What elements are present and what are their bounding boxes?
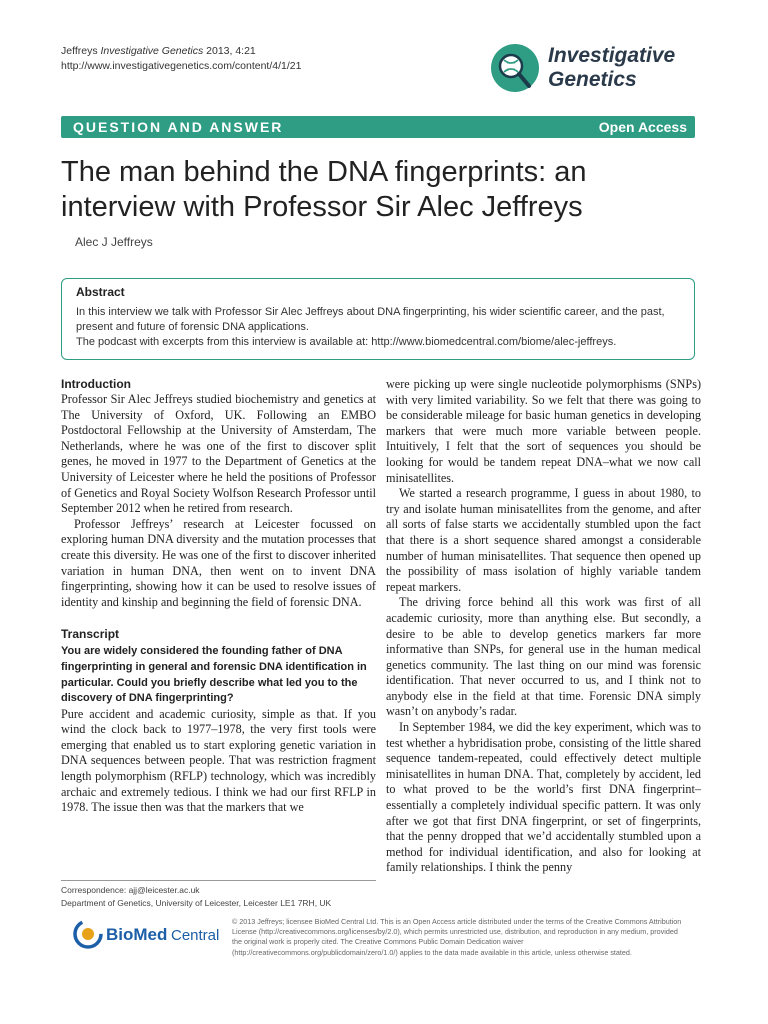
abstract-text: In this interview we talk with Professor Sir Alec Jeffreys about DNA fingerprinting, his wider scientific career, and the past, present and future of forensic DNA applications. <box>76 306 665 333</box>
article-title: The man behind the DNA fingerprints: an interview with Professor Sir Alec Jeffreys <box>61 156 587 223</box>
logo-line-1: Investigative <box>548 44 676 67</box>
correspondence-block <box>61 880 376 910</box>
introduction-heading: Introduction <box>61 377 131 391</box>
journal-logo[interactable] <box>489 42 541 103</box>
biomed-swirl-icon <box>75 921 101 947</box>
intro-paragraph-1: Professor Sir Alec Jeffreys studied biochemistry and genetics at The University of Oxford, UK. Following an EMBO Postdoctoral Fellowship at the University of Amsterdam, The Netherlands, where he was one of the first to discover split genes, he moved in 1977 to the Department of Genetics at the University of Leicester where he held the positions of Professor of Genetics and Royal Society Wolfson Research Professor until September 2012 when he retired from research. <box>61 392 376 516</box>
interview-question: You are widely considered the founding father of DNA fingerprinting in general and forensic DNA identification in particular. Could you briefly describe what led you to the discovery of DNA fingerprinting? <box>61 645 367 705</box>
citation-author: Jeffreys <box>61 45 101 57</box>
biomed-central-logo[interactable] <box>72 917 222 956</box>
citation-volume: 2013, 4:21 <box>203 45 256 57</box>
answer-paragraph-4: The driving force behind all this work was first of all academic curiosity, more than anything else. But secondly, a desire to be able to develop genetics markers far more informative than SNPs, for general use in the human medical genetics community. The last thing on our mind was forensic identification. That never occurred to us, and I think not to anybody else in the field at that time. Forensic DNA simply wasn’t on anybody’s radar. <box>386 595 701 719</box>
abstract-podcast-link[interactable]: The podcast with excerpts from this interview is available at: http://www.biomedcentral.com/biome/alec-jeffreys. <box>76 336 617 348</box>
open-access-badge: Open Access <box>598 119 687 135</box>
brand-biomed: BioMed <box>106 925 168 944</box>
brand-central: Central <box>171 927 220 944</box>
article-type-bar <box>61 116 695 138</box>
journal-logo-text <box>548 44 675 92</box>
citation-meta <box>61 44 301 74</box>
intro-paragraph-2: Professor Jeffreys’ research at Leicester focussed on exploring human DNA diversity and the mutation processes that create this diversity. He was one of the first to discover inherited variation in human DNA, then went on to invent DNA fingerprinting, showing how it can be used to resolve issues of identity and kinship and beginning the field of forensic DNA. <box>61 516 376 609</box>
license-text: © 2013 Jeffreys; licensee BioMed Central Ltd. This is an Open Access article distributed under the terms of the Creative Commons Attribution License (http://creativecommons.org/licenses/by/2.0), which permits unrestricted use, distribution, and reproduction in any medium, provided the original work is properly cited. The Creative Commons Public Domain Dedication waiver (http://creativecommons.org/publicdomain/zero/1.0/) applies to the data made available in this article, unless otherwise stated. <box>232 917 682 957</box>
right-column <box>386 377 701 876</box>
answer-paragraph-2: were picking up were single nucleotide polymorphisms (SNPs) with very limited variability. So we felt that there was going to be considerable mileage for basic human genetics in developing markers that were much more variable between people. Intuitively, I felt that the sort of sequences you should be looking for would be tandem repeat DNA–what we now call minisatellites. <box>386 377 701 485</box>
logo-line-2: Genetics <box>548 68 637 91</box>
abstract-box <box>61 278 695 360</box>
dna-magnifier-icon <box>489 42 541 98</box>
answer-paragraph-5: In September 1984, we did the key experiment, which was to test whether a hybridisation probe, consisting of the little shared sequence tandem-repeated, could effectively detect multiple minisatellites in human DNA. That, completely by accident, led to what proved to be the world’s first DNA fingerprint–essentially a completely individual specific pattern. It was only after we got that first DNA fingerprint, or set of fingerprints, that the penny dropped that we’d accidentally stumbled upon a method for individual identification, and also for looking at family relationships. I think the penny <box>386 720 701 875</box>
transcript-heading: Transcript <box>61 627 120 642</box>
affiliation: Department of Genetics, University of Leicester, Leicester LE1 7RH, UK <box>61 898 332 908</box>
answer-paragraph-3: We started a research programme, I guess in about 1980, to try and isolate human minisatellites from the genome, and after all sorts of false starts we accidentally stumbled upon the fact that there is a short sequence shared amongst a considerable number of human minisatellites. That sequence then opened up the possibility of mass isolation of highly variable tandem repeat markers. <box>386 486 701 594</box>
author-name[interactable]: Alec J Jeffreys <box>75 235 153 249</box>
abstract-heading: Abstract <box>76 285 125 299</box>
article-url[interactable]: http://www.investigativegenetics.com/content/4/1/21 <box>61 60 302 72</box>
journal-name: Investigative Genetics <box>100 45 204 57</box>
article-type: QUESTION AND ANSWER <box>73 119 284 135</box>
answer-paragraph-1: Pure accident and academic curiosity, simple as that. If you wind the clock back to 1977–1978, the very first tools were emerging that enabled us to start exploring genetic variation in DNA sequences between people. That was restriction fragment length polymorphism (RFLP) technology, which was incredibly archaic and extremely tedious. I think we had our first RFLP in 1978. The issue then was that the markers that we <box>61 706 376 815</box>
correspondence-email[interactable]: Correspondence: ajj@leicester.ac.uk <box>61 885 200 895</box>
left-column <box>61 377 376 816</box>
